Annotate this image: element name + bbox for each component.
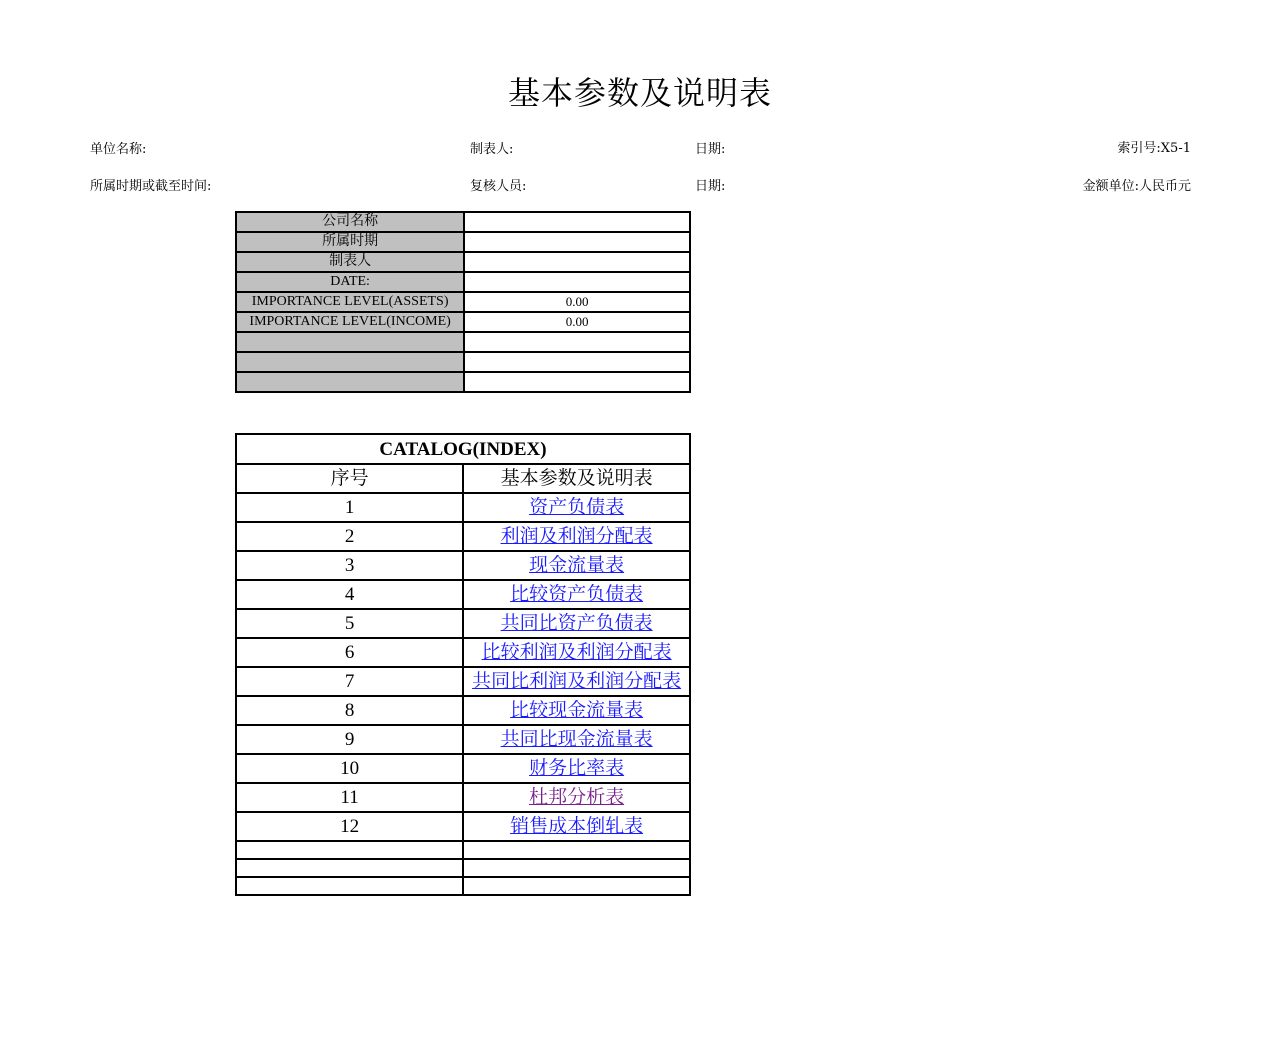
param-row [236, 252, 690, 272]
blank-cell[interactable] [463, 841, 690, 859]
blank-cell[interactable] [463, 877, 690, 895]
param-value-cell[interactable] [464, 272, 690, 292]
catalog-link[interactable]: 比较资产负债表 [510, 583, 644, 605]
catalog-link-cell [463, 696, 690, 725]
param-value-cell[interactable] [464, 372, 690, 392]
reviewer-label: 复核人员: [470, 179, 527, 194]
catalog-row [236, 754, 690, 783]
catalog-link-cell [463, 725, 690, 754]
currency-label: 金额单位:人民币元 [1082, 179, 1191, 194]
catalog-number: 10 [236, 754, 463, 783]
catalog-row [236, 551, 690, 580]
catalog-row [236, 522, 690, 551]
param-row [236, 272, 690, 292]
catalog-link[interactable]: 共同比现金流量表 [500, 728, 653, 750]
catalog-col-number-header: 序号 [236, 464, 463, 493]
catalog-row [236, 493, 690, 522]
catalog-row [236, 696, 690, 725]
catalog-link[interactable]: 共同比利润及利润分配表 [472, 670, 682, 692]
catalog-number: 6 [236, 638, 463, 667]
catalog-link[interactable]: 销售成本倒轧表 [510, 815, 644, 837]
catalog-link-cell [463, 580, 690, 609]
index-label: 索引号:X5-1 [1117, 141, 1191, 156]
param-label [236, 332, 464, 352]
catalog-row [236, 667, 690, 696]
catalog-link-cell [463, 522, 690, 551]
catalog-number: 9 [236, 725, 463, 754]
param-label: 制表人 [236, 252, 464, 272]
catalog-table [235, 433, 691, 896]
catalog-link[interactable]: 现金流量表 [529, 554, 625, 576]
blank-cell[interactable] [236, 877, 463, 895]
param-row [236, 352, 690, 372]
catalog-number: 1 [236, 493, 463, 522]
param-row [236, 212, 690, 232]
catalog-link[interactable]: 利润及利润分配表 [500, 525, 653, 547]
preparer-label: 制表人: [470, 142, 514, 157]
param-label: 公司名称 [236, 212, 464, 232]
param-row [236, 232, 690, 252]
catalog-link[interactable]: 共同比资产负债表 [500, 612, 653, 634]
parameter-table [235, 211, 691, 393]
catalog-link[interactable]: 比较利润及利润分配表 [481, 641, 672, 663]
param-row [236, 332, 690, 352]
param-row [236, 292, 690, 312]
param-label: IMPORTANCE LEVEL(ASSETS) [236, 292, 464, 312]
catalog-number: 8 [236, 696, 463, 725]
catalog-link-cell [463, 551, 690, 580]
param-value-cell[interactable] [464, 212, 690, 232]
catalog-number: 11 [236, 783, 463, 812]
catalog-col-name-header: 基本参数及说明表 [463, 464, 690, 493]
catalog-row [236, 783, 690, 812]
param-label: IMPORTANCE LEVEL(INCOME) [236, 312, 464, 332]
catalog-link[interactable]: 杜邦分析表 [529, 786, 625, 808]
param-value-cell[interactable] [464, 352, 690, 372]
catalog-number: 3 [236, 551, 463, 580]
catalog-number: 5 [236, 609, 463, 638]
param-value-cell[interactable] [464, 232, 690, 252]
date-label-2: 日期: [695, 179, 726, 194]
blank-cell[interactable] [236, 859, 463, 877]
catalog-link-cell [463, 667, 690, 696]
param-label [236, 372, 464, 392]
param-value-cell[interactable]: 0.00 [464, 312, 690, 332]
catalog-row [236, 812, 690, 841]
param-label: DATE: [236, 272, 464, 292]
period-label: 所属时期或截至时间: [90, 179, 212, 194]
catalog-link[interactable]: 比较现金流量表 [510, 699, 644, 721]
blank-cell[interactable] [463, 859, 690, 877]
catalog-row [236, 580, 690, 609]
param-label [236, 352, 464, 372]
catalog-row [236, 725, 690, 754]
param-row [236, 312, 690, 332]
catalog-number: 7 [236, 667, 463, 696]
catalog-title: CATALOG(INDEX) [236, 434, 690, 464]
catalog-link-cell [463, 754, 690, 783]
catalog-row [236, 638, 690, 667]
catalog-link-cell [463, 783, 690, 812]
date-label-1: 日期: [695, 142, 726, 157]
blank-cell[interactable] [236, 841, 463, 859]
param-value-cell[interactable] [464, 252, 690, 272]
catalog-link[interactable]: 资产负债表 [529, 496, 625, 518]
param-row [236, 372, 690, 392]
unit-name-label: 单位名称: [90, 142, 147, 157]
catalog-link-cell [463, 638, 690, 667]
param-value-cell[interactable] [464, 332, 690, 352]
catalog-number: 12 [236, 812, 463, 841]
catalog-number: 4 [236, 580, 463, 609]
param-value-cell[interactable]: 0.00 [464, 292, 690, 312]
catalog-link-cell [463, 493, 690, 522]
page-title: 基本参数及说明表 [507, 74, 772, 112]
catalog-row [236, 609, 690, 638]
catalog-link-cell [463, 609, 690, 638]
catalog-link-cell [463, 812, 690, 841]
param-label: 所属时期 [236, 232, 464, 252]
catalog-link[interactable]: 财务比率表 [529, 757, 625, 779]
catalog-number: 2 [236, 522, 463, 551]
